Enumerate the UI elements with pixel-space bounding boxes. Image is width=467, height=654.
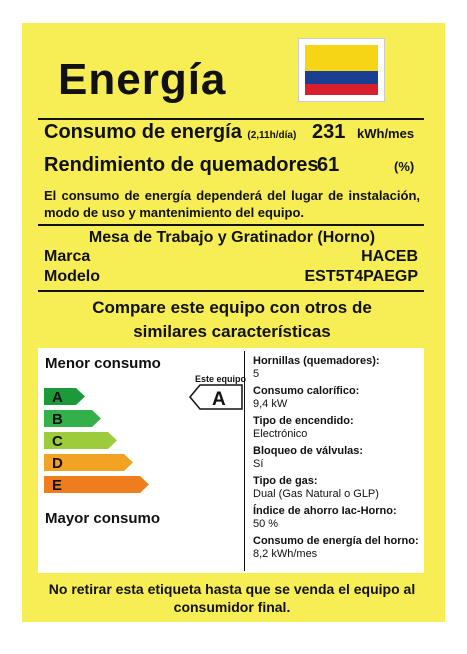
compare-text: Compare este equipo con otros de similares características bbox=[92, 298, 372, 341]
consumption-unit: kWh/mes bbox=[357, 126, 415, 141]
model-label: Modelo bbox=[44, 268, 100, 285]
efficiency-value: 61 bbox=[317, 154, 340, 176]
grade-bar-d-letter: D bbox=[52, 455, 63, 472]
spec-value: 9,4 kW bbox=[253, 398, 288, 410]
grade-bar-c bbox=[44, 432, 117, 450]
this-unit-grade: A bbox=[212, 389, 226, 410]
this-unit-grade-arrow bbox=[189, 384, 243, 410]
divider bbox=[38, 290, 424, 292]
spec-value: 50 % bbox=[253, 518, 279, 530]
consumption-note: El consumo de energía dependerá del lugar de instalación, modo de uso y mantenimiento del equipo. bbox=[44, 188, 420, 220]
colombia-flag-icon bbox=[298, 38, 385, 102]
spec-key: Tipo de gas: bbox=[253, 475, 318, 487]
grade-bar-a-letter: A bbox=[52, 389, 63, 406]
grade-bar-e bbox=[44, 476, 149, 494]
divider bbox=[38, 224, 424, 226]
brand-value: HACEB bbox=[361, 248, 418, 265]
grade-bar-c-letter: C bbox=[52, 433, 63, 450]
spec-key: Consumo de energía del horno: bbox=[253, 535, 419, 547]
consumption-value: 231 bbox=[312, 121, 346, 143]
spec-value: 5 bbox=[253, 368, 260, 380]
spec-key: Índice de ahorro Iac-Horno: bbox=[253, 505, 397, 517]
spec-value: Dual (Gas Natural o GLP) bbox=[253, 488, 379, 500]
spec-key: Tipo de encendido: bbox=[253, 415, 354, 427]
spec-key: Hornillas (quemadores): bbox=[253, 355, 380, 367]
spec-value: 8,2 kWh/mes bbox=[253, 548, 318, 560]
spec-value: Sí bbox=[253, 458, 264, 470]
grade-bar-a bbox=[44, 388, 85, 406]
scale-top-label: Menor consumo bbox=[45, 355, 161, 372]
efficiency-unit: (%) bbox=[394, 159, 415, 174]
divider bbox=[38, 118, 424, 120]
brand-label: Marca bbox=[44, 248, 91, 265]
panel-divider bbox=[244, 351, 245, 571]
spec-key: Bloqueo de válvulas: bbox=[253, 445, 364, 457]
label-title: Energía bbox=[58, 55, 227, 104]
this-unit-label: Este equipo bbox=[195, 374, 247, 384]
scale-bottom-label: Mayor consumo bbox=[45, 510, 161, 527]
grade-bar-d bbox=[44, 454, 133, 472]
spec-value: Electrónico bbox=[253, 428, 308, 440]
grade-bar-b bbox=[44, 410, 101, 428]
footer-notice: No retirar esta etiqueta hasta que se venda el equipo al consumidor final. bbox=[48, 581, 416, 615]
efficiency-label: Rendimiento de quemadores bbox=[44, 154, 319, 176]
efficiency-scale bbox=[44, 388, 154, 498]
grade-bar-a-shape bbox=[44, 388, 85, 405]
grade-bar-b-letter: B bbox=[52, 411, 63, 428]
product-name: Mesa de Trabajo y Gratinador (Horno) bbox=[88, 229, 376, 246]
model-value: EST5T4PAEGP bbox=[304, 268, 418, 285]
consumption-label: Consumo de energía (2,11h/día) bbox=[44, 121, 297, 143]
grade-bar-e-letter: E bbox=[52, 477, 63, 494]
spec-key: Consumo calorífico: bbox=[253, 385, 360, 397]
